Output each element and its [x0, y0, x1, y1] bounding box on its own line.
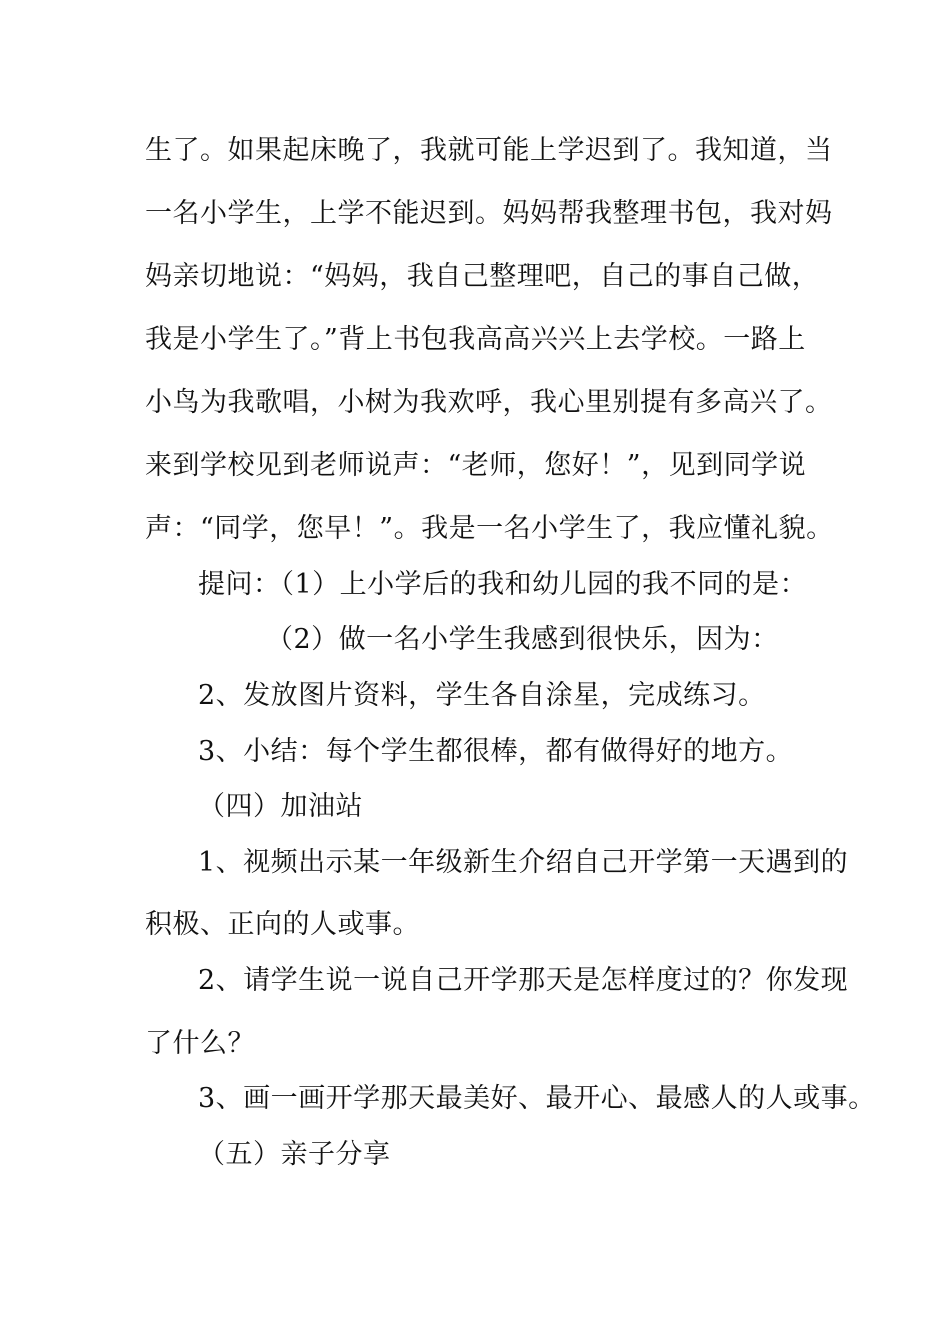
paragraph-line: 一名小学生，上学不能迟到。妈妈帮我整理书包，我对妈 [145, 198, 833, 229]
list-item: 2、发放图片资料，学生各自涂星，完成练习。 [198, 680, 766, 711]
question-line: 提问：（1）上小学后的我和幼儿园的我不同的是： [198, 569, 808, 600]
paragraph-line: 声：“同学，您早！”。我是一名小学生了，我应懂礼貌。 [145, 513, 834, 544]
list-item: 1、视频出示某一年级新生介绍自己开学第一天遇到的 [198, 847, 849, 878]
paragraph-line: 积极、正向的人或事。 [145, 909, 420, 940]
section-heading: （五）亲子分享 [198, 1139, 391, 1170]
question-line: （2）做一名小学生我感到很快乐，因为： [266, 624, 779, 655]
paragraph-line: 了什么？ [145, 1028, 255, 1059]
section-heading: （四）加油站 [198, 791, 363, 822]
paragraph-line: 妈亲切地说：“妈妈，我自己整理吧，自己的事自己做， [145, 261, 820, 292]
list-item: 3、小结：每个学生都很棒，都有做得好的地方。 [198, 736, 794, 767]
paragraph-line: 我是小学生了。”背上书包我高高兴兴上去学校。一路上 [145, 324, 806, 355]
list-item: 3、画一画开学那天最美好、最开心、最感人的人或事。 [198, 1083, 876, 1114]
paragraph-line: 生了。如果起床晚了，我就可能上学迟到了。我知道，当 [145, 135, 833, 166]
list-item: 2、请学生说一说自己开学那天是怎样度过的？你发现 [198, 965, 849, 996]
paragraph-line: 来到学校见到老师说声：“老师，您好！”，见到同学说 [145, 450, 807, 481]
paragraph-line: 小鸟为我歌唱，小树为我欢呼，我心里别提有多高兴了。 [145, 387, 833, 418]
